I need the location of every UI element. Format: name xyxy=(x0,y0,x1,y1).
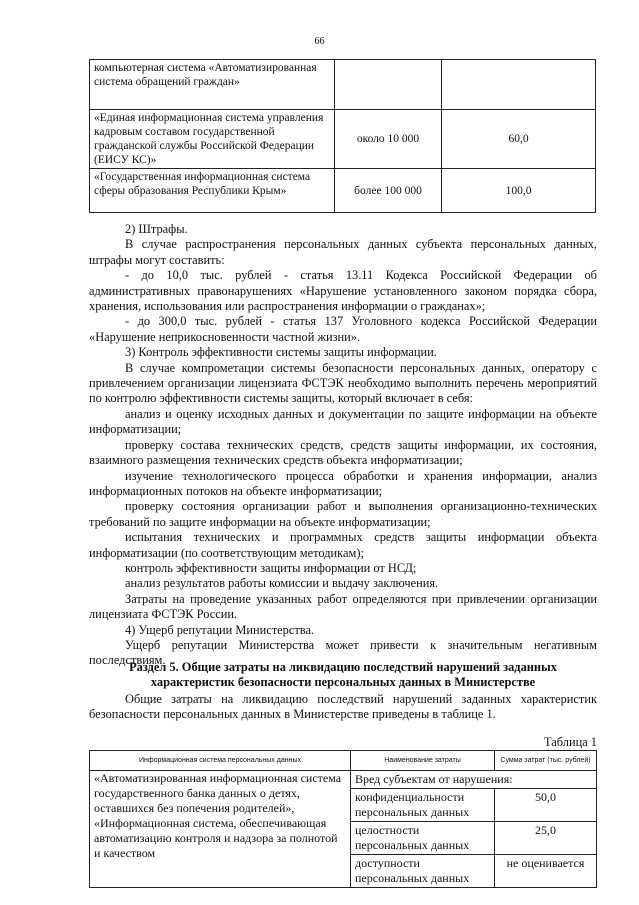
paragraph: изучение технологического процесса обработки и хранения информации, анализ информационных потоков на объекте информатизации; xyxy=(89,468,597,498)
users-cell: около 10 000 xyxy=(335,110,442,169)
body-text xyxy=(89,222,597,669)
cost-name-cell: конфиденциальности персональных данных xyxy=(351,789,495,822)
paragraph: 4) Ущерб репутации Министерства. xyxy=(125,622,315,637)
header-cost-name: Наименование затраты xyxy=(351,751,495,771)
paragraph: - до 10,0 тыс. рублей - статья 13.11 Кодекса Российской Федерации об административных правонарушениях «Нарушение установленного законом порядка сбора, хранения, использования или распространения информации о гражданах»; xyxy=(89,268,597,314)
paragraph: - до 300,0 тыс. рублей - статья 137 Уголовного кодекса Российской Федерации «Нарушение неприкосновенности частной жизни». xyxy=(89,314,597,344)
cost-value-cell: 25,0 xyxy=(495,822,597,855)
table-row xyxy=(90,169,596,213)
section-intro xyxy=(89,692,597,723)
cost-name-cell: целостности персональных данных xyxy=(351,822,495,855)
table-row xyxy=(90,60,596,110)
page-number: 66 xyxy=(314,36,325,47)
table-caption: Таблица 1 xyxy=(544,735,597,749)
system-name-cell: «Единая информационная система управления кадровым составом государственной гражданской службы Российской Федерации (ЕИСУ КС)» xyxy=(90,110,335,169)
costs-table xyxy=(89,750,597,888)
paragraph: контроль эффективности защиты информации от НСД; xyxy=(125,560,417,575)
paragraph: Ущерб репутации Министерства может привести к значительным негативным последствиям. xyxy=(89,637,597,668)
system-name-cell: компьютерная система «Автоматизированная система обращений граждан» xyxy=(90,60,335,110)
users-cell: более 100 000 xyxy=(335,169,442,213)
paragraph: анализ результатов работы комиссии и выдачу заключения. xyxy=(125,576,439,591)
paragraph: испытания технических и программных средств защиты информации объекта информатизации (по соответствующим методикам); xyxy=(89,530,597,560)
paragraph: Общие затраты на ликвидацию последствий нарушений заданных характеристик безопасности персональных данных в Министерстве приведены в таблице 1. xyxy=(89,692,597,722)
system-name-cell: «Государственная информационная система сферы образования Республики Крым» xyxy=(90,169,335,213)
table-row xyxy=(90,771,597,789)
paragraph: проверку состава технических средств, средств защиты информации, их состояния, взаимного размещения технических средств объекта информатизации; xyxy=(89,437,597,468)
paragraph: Затраты на проведение указанных работ определяются при привлечении организации лицензиата ФСТЭК России. xyxy=(89,591,597,622)
section-title: Раздел 5. Общие затраты на ликвидацию последствий нарушений заданных характеристик безопасности персональных данных в Министерстве xyxy=(129,660,557,689)
paragraph: 2) Штрафы. xyxy=(125,222,188,236)
paragraph: 3) Контроль эффективности системы защиты информации. xyxy=(125,345,437,360)
paragraph: В случае компрометации системы безопасности персональных данных, оператору с привлечением организации лицензиата ФСТЭК необходимо выполнить перечень мероприятий по контролю эффективности системы защиты, который включает в себя: xyxy=(89,360,597,406)
paragraph: анализ и оценку исходных данных и документации по защите информации на объекте информатизации; xyxy=(89,406,597,437)
cost-value-cell: не оценивается xyxy=(495,855,597,888)
header-system: Информационная система персональных данных xyxy=(90,751,351,771)
cost-value-cell: 50,0 xyxy=(495,789,597,822)
table-row xyxy=(90,110,596,169)
systems-table xyxy=(89,59,596,213)
group-label: Вред субъектам от нарушения: xyxy=(351,771,597,789)
cost-cell: 60,0 xyxy=(442,110,596,169)
users-cell xyxy=(335,60,442,110)
paragraph: проверку состояния организации работ и выполнения организационно-технических требований по защите информации на объекте информатизации; xyxy=(89,499,597,529)
systems-cell: «Автоматизированная информационная система государственного банка данных о детях, оставшихся без попечения родителей», «Информационная система, обеспечивающая автоматизацию контроля и надзора за полнотой и качеством xyxy=(90,771,351,888)
paragraph: В случае распространения персональных данных субъекта персональных данных, штрафы могут составить: xyxy=(89,237,597,267)
cost-cell xyxy=(442,60,596,110)
cost-name-cell: доступности персональных данных xyxy=(351,855,495,888)
header-sum: Сумма затрат (тыс. рублей) xyxy=(495,751,597,771)
cost-cell: 100,0 xyxy=(442,169,596,213)
table-header-row xyxy=(90,751,597,771)
